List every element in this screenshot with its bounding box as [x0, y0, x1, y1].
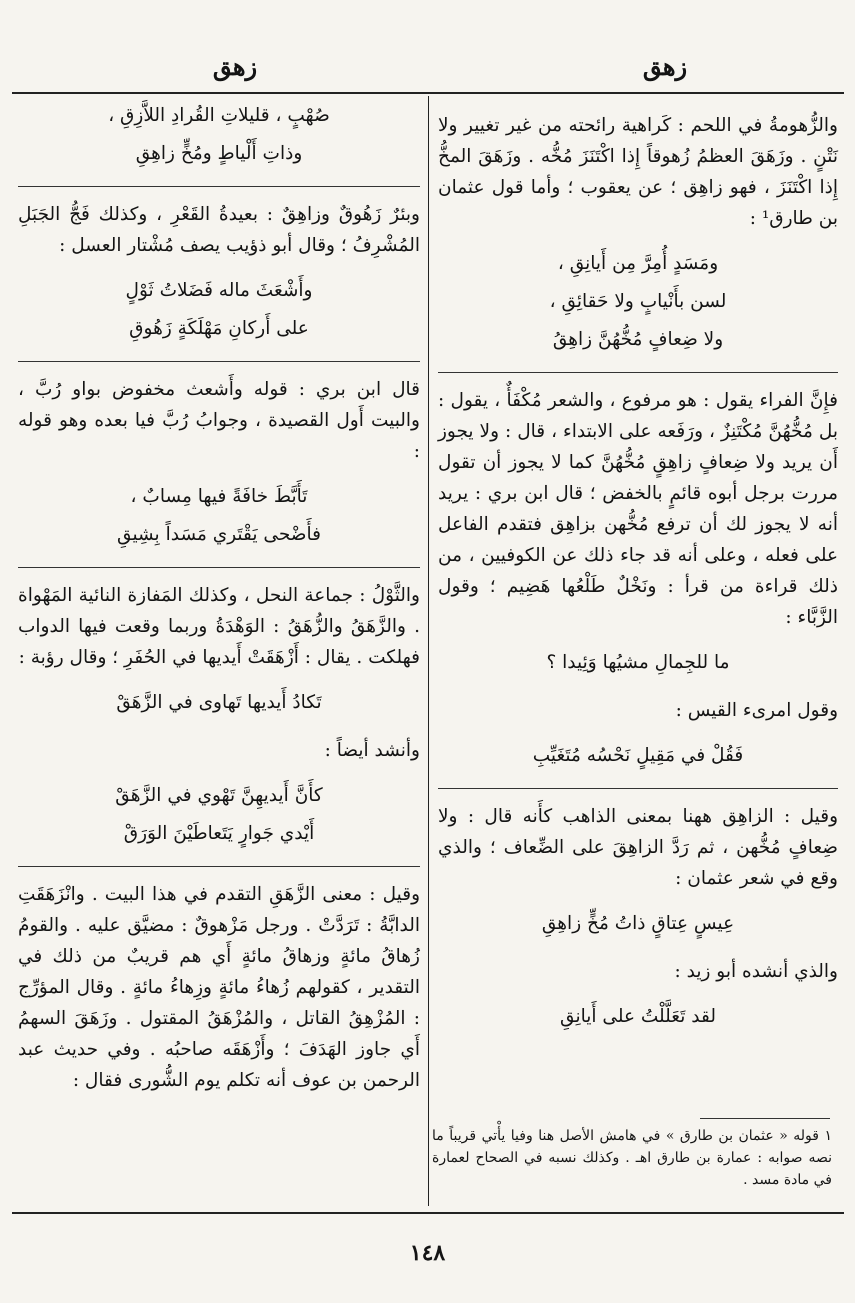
verse-block — [438, 647, 838, 679]
verse-line: ومَسَدٍ أُمِرَّ مِن أَيانِقِ ، — [557, 253, 719, 274]
verse-line: لسن بأَنْيابٍ ولا حَقائِقِ ، — [549, 291, 727, 312]
page-number: ١٤٨ — [409, 1240, 446, 1266]
verse-line: وذاتِ أَلْياطٍ ومُخٍّ زاهِقِ — [135, 143, 303, 164]
section-separator — [18, 186, 420, 187]
paragraph: قال ابن بري : قوله وأَشعث مخفوض بواو رُبَّ ، والبيت أَول القصيدة ، وجوابُ رُبَّ فيا بعده وهو قوله : — [18, 379, 420, 462]
running-header-left: زهق — [212, 52, 258, 81]
section-separator — [18, 361, 420, 362]
verse-block — [18, 100, 420, 170]
verse-block — [18, 687, 420, 719]
section-separator — [438, 372, 838, 373]
verse-block — [18, 780, 420, 850]
column-divider — [428, 96, 429, 1206]
verse-block — [438, 740, 838, 772]
paragraph: وقيل : الزاهِق ههنا بمعنى الذاهب كأَنه قال : ولا ضِعافٍ مُخُّهن ، ثم رَدَّ الزاهِقَ على الضِّعاف ؛ والذي وقع في شعر عثمان : — [438, 806, 838, 889]
verse-line: تَأَبَّطَ خافَةً فيها مِسابٌ ، — [130, 486, 308, 507]
verse-block — [438, 908, 838, 940]
paragraph: وقول امرىء القيس : — [675, 700, 838, 721]
verse-block — [18, 481, 420, 551]
verse-line: على أَركانِ مَهْلَكَةٍ زَهُوقِ — [129, 318, 309, 339]
verse-line: فَقُلْ في مَقِيلٍ نَحْسُه مُتَغَيِّبِ — [532, 745, 744, 766]
footnote-rule — [700, 1118, 830, 1119]
verse-block — [18, 275, 420, 345]
header-rule — [12, 92, 844, 94]
verse-line: لقد تَعَلَّلْتُ على أَيانِقِ — [560, 1006, 716, 1027]
footer-rule — [12, 1212, 844, 1214]
paragraph: والذي أنشده أبو زيد : — [674, 961, 838, 982]
verse-line: ما للجِمالِ مشيُها وَئِيدا ؟ — [546, 652, 730, 673]
verse-line: وأَشْعَثَ ماله فَضَلاتُ ثَوْلٍ — [125, 280, 313, 301]
verse-line: تَكادُ أَيديها تَهاوى في الزَّهَقْ — [116, 692, 322, 713]
right-column — [438, 110, 838, 1049]
verse-line: صُهْبٍ ، قليلاتِ القُرادِ اللاَّزِقِ ، — [108, 105, 330, 126]
footnote: ١ قوله « عثمان بن طارق » في هامش الأصل هنا وفيا يأْتي قريباً ما نصه صوابه : عمارة بن طارق اهـ . وكذلك نسبه في الصحاح لعمارة في مادة مسد . — [432, 1128, 832, 1188]
verse-line: أَيْدي جَوارٍ يَتَعاطَيْنَ الوَرَقْ — [123, 823, 315, 844]
paragraph: وبئرٌ زَهُوقٌ وزاهِقٌ : بعيدةُ القَعْرِ ، وكذلك فَجُّ الجَبَلِ المُشْرِفُ ؛ وقال أبو ذؤيب يصف مُشْتار العسل : — [18, 204, 420, 256]
left-column — [18, 100, 420, 1102]
verse-line: ولا ضِعافٍ مُخُّهُنَّ زاهِقُ — [552, 329, 724, 350]
verse-line: كأَنَّ أَيديهِنَّ تَهْوي في الزَّهَقْ — [115, 785, 323, 806]
paragraph: فإِنَّ الفراء يقول : هو مرفوع ، والشعر مُكْفَأٌ ، يقول : بل مُخُّهُنَّ مُكْتَنِزٌ ، ورَفَعه على الابتداء ، قال : ولا يجوز أَن يريد ولا ضِعافٍ زاهِقٍ مُخُّهُنَّ كما لا يجوز أن تقول مررت برجل أبوه قائمٍ بالخفض ؛ قال ابن بري : يريد أنه لا يجوز لك أن ترفع مُخُّهن بزاهِق فتقدم الفاعل على فعله ، وعلى أنه قد جاء ذلك عن الكوفيين ، من ذلك قراءة من قرأ : ونَخْلٌ طَلْعُها هَضِيم ؛ وقول الزَّبَّاء : — [438, 390, 838, 628]
paragraph: والثَّوْلُ : جماعة النحل ، وكذلك المَفازة النائية المَهْواة . والزَّهَقُ والزُّهَقُ : الوَهْدَةُ وربما وقعت فيها الدواب فهلكت . يقال : أَزْهَقَتْ أَيديها في الحُفَرِ ؛ وقال رؤبة : — [18, 585, 420, 668]
paragraph: والزُّهومةُ في اللحم : كَراهية رائحته من غير تغيير ولا نَتْنٍ . وزَهَقَ العظمُ زُهوقاً إِذا اكْتَنَزَ مُخُّه . وزَهَقَ المخُّ إِذا اكْتَنَزَ ، فهو زاهِق ؛ عن يعقوب ؛ وأما قول عثمان بن طارق¹ : — [438, 115, 838, 229]
verse-block — [438, 248, 838, 356]
section-separator — [438, 788, 838, 789]
verse-line: فأَضْحى يَقْتَري مَسَداً بِشِيقِ — [117, 524, 321, 545]
section-separator — [18, 567, 420, 568]
running-header-right: زهق — [642, 52, 688, 81]
paragraph: وأنشد أيضاً : — [324, 740, 420, 761]
verse-block — [438, 1001, 838, 1033]
section-separator — [18, 866, 420, 867]
paragraph: وقيل : معنى الزَّهَقِ التقدم في هذا البيت . وانْزَهَقَتِ الدابَّةُ : تَرَدَّتْ . ورجل مَزْهوقٌ : مضيَّق عليه . والقومُ زُهاقُ مائةٍ وزهاقُ مائةٍ أَي هم قريبٌ من ذلك في التقدير ، كقولهم زُهاءُ مائةٍ وزِهاءُ مائةٍ . وقال المؤرِّج : المُزْهِقُ القاتل ، والمُزْهَقُ المقتول . وزَهَقَ السهمُ أَي جاوز الهَدَفَ ؛ وأَزْهَقَه صاحبُه . وفي حديث عبد الرحمن بن عوف أنه تكلم يوم الشُّورى فقال : — [18, 884, 420, 1091]
verse-line: عِيسٍ عِتاقٍ ذاتُ مُخٍّ زاهِقِ — [541, 913, 735, 934]
